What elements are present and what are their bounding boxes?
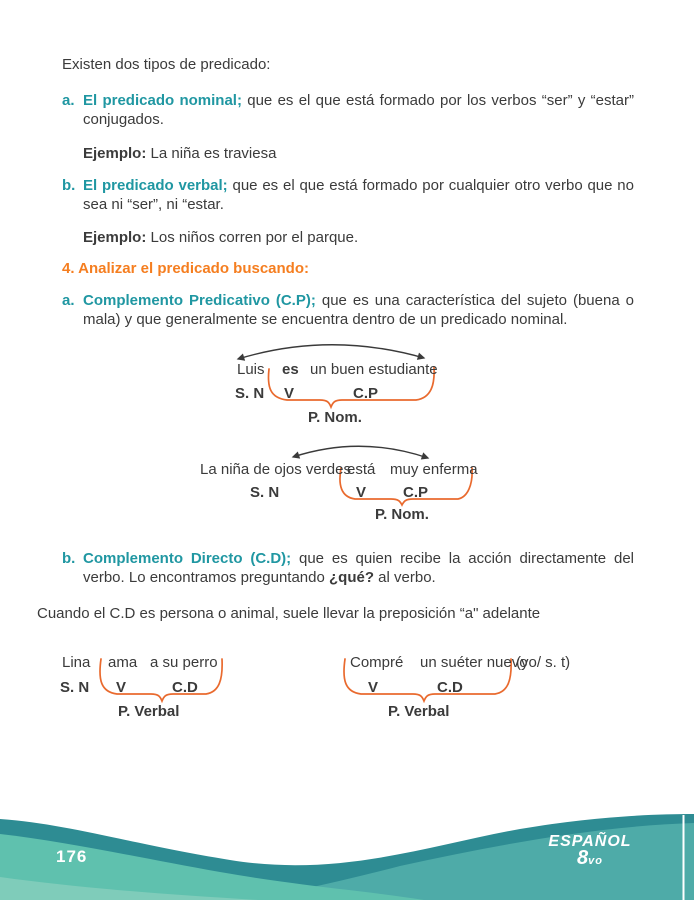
- brand-title: ESPAÑOL: [548, 833, 632, 850]
- d1-word-subject: Luis: [237, 361, 265, 378]
- item-cp-lead: Complemento Predicativo (C.P);: [83, 292, 316, 309]
- item-cd-body1: que es quien recibe la acción directamente del verbo. Lo encontramos preguntando: [83, 550, 634, 586]
- item-b-body: que es el que está formado por cualquier otro verbo que no sea ni “ser”, ni “estar.: [83, 177, 634, 213]
- section-heading-4: 4. Analizar el predicado buscando:: [62, 260, 310, 277]
- d4-word-subject-note: (yo/ s. t): [516, 654, 571, 671]
- d3-caption: P. Verbal: [118, 703, 180, 720]
- d1-label-sn: S. N: [235, 385, 265, 402]
- example-a-text: La niña es traviesa: [146, 145, 277, 162]
- d1-word-verb: es: [282, 361, 299, 378]
- item-cd-text: [83, 550, 634, 587]
- item-cp-body: que es una característica del sujeto (buena o mala) y que generalmente se encuentra dentro de un predicado nominal.: [83, 292, 634, 328]
- d3-label-cd: C.D: [172, 679, 198, 696]
- d3-word-object: a su perro: [150, 654, 218, 671]
- brand-grade-suffix: vo: [588, 855, 603, 867]
- d3-label-sn: S. N: [60, 679, 90, 696]
- d3-word-verb: ama: [108, 654, 138, 671]
- brand-logo: [540, 834, 640, 869]
- d3-word-subject: Lina: [62, 654, 91, 671]
- d2-label-cp: C.P: [403, 484, 429, 501]
- item-predicado-nominal: [62, 92, 634, 129]
- example-b-text: Los niños corren por el parque.: [146, 229, 359, 246]
- example-a-label: Ejemplo:: [83, 145, 147, 162]
- subject-predicative-arc: [293, 446, 428, 458]
- item-b-lead: El predicado verbal;: [83, 177, 228, 194]
- item-complemento-predicativo: [62, 292, 634, 329]
- d1-label-cp: C.P: [353, 385, 379, 402]
- item-a-body: que es el que está formado por los verbos “ser” y “estar” conjugados.: [83, 92, 634, 128]
- subject-predicative-arc: [238, 345, 424, 359]
- item-complemento-directo: [62, 550, 634, 587]
- d2-word-predicative: muy enferma: [390, 461, 478, 478]
- d4-label-cd: C.D: [437, 679, 463, 696]
- intro-paragraph: Existen dos tipos de predicado:: [62, 56, 271, 73]
- d4-word-verb: Compré: [350, 654, 404, 671]
- item-cd-lead: Complemento Directo (C.D);: [83, 550, 292, 567]
- brand-grade: [540, 847, 640, 869]
- d1-word-predicative: un buen estudiante: [310, 361, 438, 378]
- d2-word-subject: La niña de ojos verdes: [200, 461, 351, 478]
- item-b-text: [83, 177, 634, 214]
- example-a: [83, 145, 634, 164]
- example-b-label: Ejemplo:: [83, 229, 147, 246]
- item-cp-text: [83, 292, 634, 329]
- d4-word-object: un suéter nuevo: [420, 654, 528, 671]
- d2-caption: P. Nom.: [375, 506, 429, 523]
- example-b: [83, 229, 634, 248]
- item-a-text: [83, 92, 634, 129]
- diagram-predicado-verbal-1: [55, 650, 235, 725]
- d3-label-v: V: [116, 679, 127, 696]
- diagram-predicado-nominal-1: [225, 340, 455, 435]
- d1-caption: P. Nom.: [308, 409, 362, 426]
- diagram-predicado-verbal-2: [342, 650, 587, 725]
- item-cd-body2: al verbo.: [374, 568, 436, 586]
- item-cd-bold-que: ¿qué?: [329, 568, 374, 586]
- d4-label-v: V: [368, 679, 379, 696]
- item-predicado-verbal: [62, 177, 634, 214]
- item-b-marker: b.: [62, 177, 76, 194]
- brand-grade-number: 8: [577, 847, 589, 869]
- d1-label-v: V: [284, 385, 295, 402]
- footer-wave: [0, 800, 694, 900]
- note-cd-preposition: Cuando el C.D es persona o animal, suele llevar la preposición “a" adelante: [37, 605, 541, 622]
- item-cd-marker: b.: [62, 550, 76, 567]
- item-a-marker: a.: [62, 92, 75, 109]
- d2-label-v: V: [356, 484, 367, 501]
- item-a-lead: El predicado nominal;: [83, 92, 242, 109]
- diagram2-graphics: [195, 442, 490, 532]
- d2-label-sn: S. N: [250, 484, 280, 501]
- d2-word-verb: está: [347, 461, 376, 478]
- page-number: 176: [56, 847, 88, 866]
- item-cp-marker: a.: [62, 292, 75, 309]
- d4-caption: P. Verbal: [388, 703, 450, 720]
- diagram-predicado-nominal-2: [195, 442, 490, 532]
